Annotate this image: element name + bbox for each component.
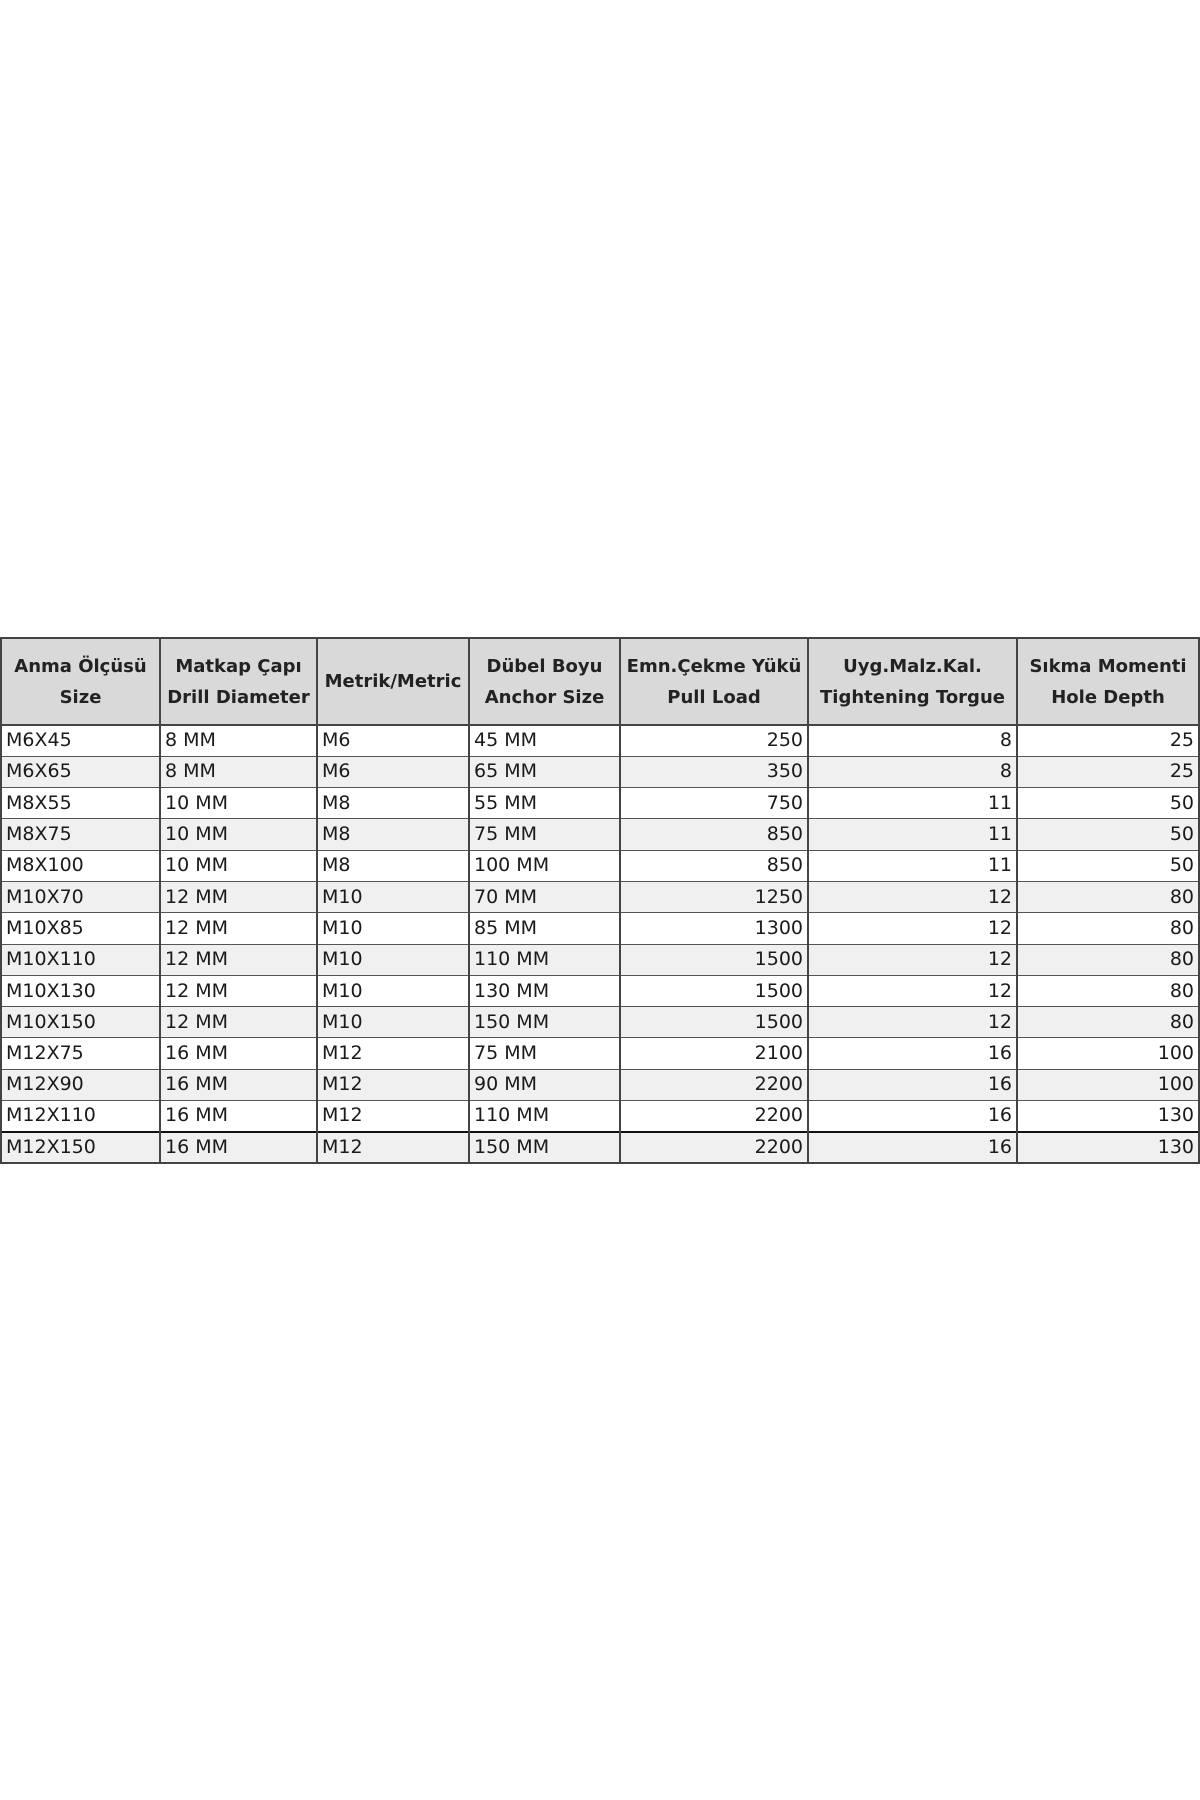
- column-header-metric: [317, 638, 469, 725]
- cell-pull-load: 2200: [620, 1069, 808, 1100]
- column-header-line2: Drill Diameter: [167, 686, 310, 708]
- cell-drill-diameter: 16 MM: [160, 1101, 317, 1132]
- column-header-line1: Emn.Çekme Yükü: [626, 655, 802, 677]
- cell-pull-load: 350: [620, 756, 808, 787]
- cell-size: M12X110: [1, 1101, 160, 1132]
- anchor-spec-table-container: [0, 637, 1198, 1164]
- cell-drill-diameter: 12 MM: [160, 881, 317, 912]
- cell-drill-diameter: 10 MM: [160, 819, 317, 850]
- table-row: [1, 1069, 1199, 1100]
- cell-tightening-torque: 16: [808, 1101, 1017, 1132]
- column-header-drill-diameter: [160, 638, 317, 725]
- table-row: [1, 1007, 1199, 1038]
- cell-hole-depth: 80: [1017, 913, 1199, 944]
- column-header-line1: Anma Ölçüsü: [14, 655, 147, 677]
- anchor-spec-table: [0, 637, 1200, 1164]
- cell-pull-load: 850: [620, 850, 808, 881]
- cell-metric: M10: [317, 975, 469, 1006]
- column-header-line2: Tightening Torgue: [820, 686, 1005, 708]
- cell-hole-depth: 100: [1017, 1038, 1199, 1069]
- cell-size: M10X85: [1, 913, 160, 944]
- cell-tightening-torque: 12: [808, 944, 1017, 975]
- cell-drill-diameter: 12 MM: [160, 1007, 317, 1038]
- cell-pull-load: 1500: [620, 1007, 808, 1038]
- cell-anchor-size: 75 MM: [469, 819, 620, 850]
- table-row: [1, 725, 1199, 756]
- cell-metric: M8: [317, 819, 469, 850]
- cell-metric: M6: [317, 725, 469, 756]
- cell-hole-depth: 80: [1017, 1007, 1199, 1038]
- table-row: [1, 913, 1199, 944]
- cell-anchor-size: 150 MM: [469, 1007, 620, 1038]
- cell-pull-load: 750: [620, 788, 808, 819]
- cell-anchor-size: 65 MM: [469, 756, 620, 787]
- cell-drill-diameter: 12 MM: [160, 913, 317, 944]
- cell-size: M12X90: [1, 1069, 160, 1100]
- cell-hole-depth: 50: [1017, 788, 1199, 819]
- column-header-anchor-size: [469, 638, 620, 725]
- cell-pull-load: 1300: [620, 913, 808, 944]
- cell-hole-depth: 80: [1017, 975, 1199, 1006]
- cell-drill-diameter: 12 MM: [160, 975, 317, 1006]
- header-row: [1, 638, 1199, 725]
- cell-hole-depth: 130: [1017, 1101, 1199, 1132]
- cell-tightening-torque: 11: [808, 850, 1017, 881]
- table-row: [1, 756, 1199, 787]
- cell-pull-load: 2200: [620, 1132, 808, 1163]
- cell-tightening-torque: 12: [808, 913, 1017, 944]
- table-body: [1, 725, 1199, 1163]
- cell-metric: M10: [317, 913, 469, 944]
- cell-size: M12X150: [1, 1132, 160, 1163]
- cell-anchor-size: 70 MM: [469, 881, 620, 912]
- cell-hole-depth: 130: [1017, 1132, 1199, 1163]
- cell-metric: M12: [317, 1132, 469, 1163]
- cell-pull-load: 2200: [620, 1101, 808, 1132]
- column-header-line2: Anchor Size: [484, 686, 605, 708]
- cell-hole-depth: 25: [1017, 725, 1199, 756]
- cell-drill-diameter: 16 MM: [160, 1038, 317, 1069]
- cell-anchor-size: 55 MM: [469, 788, 620, 819]
- column-header-line1: Uyg.Malz.Kal.: [843, 655, 982, 677]
- cell-size: M12X75: [1, 1038, 160, 1069]
- cell-metric: M12: [317, 1038, 469, 1069]
- cell-metric: M12: [317, 1101, 469, 1132]
- cell-tightening-torque: 16: [808, 1132, 1017, 1163]
- cell-anchor-size: 75 MM: [469, 1038, 620, 1069]
- cell-size: M6X45: [1, 725, 160, 756]
- cell-tightening-torque: 12: [808, 881, 1017, 912]
- column-header-pull-load: [620, 638, 808, 725]
- table-header: [1, 638, 1199, 725]
- table-row: [1, 975, 1199, 1006]
- cell-metric: M6: [317, 756, 469, 787]
- cell-anchor-size: 110 MM: [469, 944, 620, 975]
- cell-tightening-torque: 12: [808, 975, 1017, 1006]
- cell-drill-diameter: 8 MM: [160, 725, 317, 756]
- cell-tightening-torque: 16: [808, 1069, 1017, 1100]
- table-row: [1, 819, 1199, 850]
- cell-anchor-size: 85 MM: [469, 913, 620, 944]
- column-header-hole-depth: [1017, 638, 1199, 725]
- cell-anchor-size: 130 MM: [469, 975, 620, 1006]
- column-header-line1: Sıkma Momenti: [1029, 655, 1187, 677]
- cell-drill-diameter: 8 MM: [160, 756, 317, 787]
- table-row: [1, 944, 1199, 975]
- table-row: [1, 788, 1199, 819]
- column-header-tightening-torque: [808, 638, 1017, 725]
- cell-tightening-torque: 8: [808, 725, 1017, 756]
- column-header-line2: Pull Load: [667, 686, 761, 708]
- cell-tightening-torque: 16: [808, 1038, 1017, 1069]
- cell-size: M8X100: [1, 850, 160, 881]
- cell-pull-load: 250: [620, 725, 808, 756]
- cell-pull-load: 1250: [620, 881, 808, 912]
- cell-size: M10X150: [1, 1007, 160, 1038]
- cell-pull-load: 1500: [620, 975, 808, 1006]
- cell-drill-diameter: 12 MM: [160, 944, 317, 975]
- cell-tightening-torque: 12: [808, 1007, 1017, 1038]
- cell-tightening-torque: 8: [808, 756, 1017, 787]
- cell-drill-diameter: 16 MM: [160, 1069, 317, 1100]
- cell-size: M8X55: [1, 788, 160, 819]
- cell-metric: M10: [317, 1007, 469, 1038]
- table-row: [1, 1101, 1199, 1132]
- cell-hole-depth: 100: [1017, 1069, 1199, 1100]
- cell-size: M6X65: [1, 756, 160, 787]
- cell-size: M8X75: [1, 819, 160, 850]
- cell-drill-diameter: 16 MM: [160, 1132, 317, 1163]
- cell-size: M10X70: [1, 881, 160, 912]
- column-header-line1: Metrik/Metric: [324, 671, 462, 692]
- cell-drill-diameter: 10 MM: [160, 788, 317, 819]
- cell-metric: M12: [317, 1069, 469, 1100]
- column-header-line2: Hole Depth: [1051, 686, 1165, 708]
- cell-metric: M8: [317, 850, 469, 881]
- cell-hole-depth: 50: [1017, 850, 1199, 881]
- cell-metric: M10: [317, 944, 469, 975]
- cell-hole-depth: 80: [1017, 944, 1199, 975]
- cell-anchor-size: 45 MM: [469, 725, 620, 756]
- cell-metric: M8: [317, 788, 469, 819]
- cell-anchor-size: 150 MM: [469, 1132, 620, 1163]
- cell-metric: M10: [317, 881, 469, 912]
- cell-hole-depth: 80: [1017, 881, 1199, 912]
- cell-size: M10X130: [1, 975, 160, 1006]
- cell-hole-depth: 25: [1017, 756, 1199, 787]
- cell-pull-load: 2100: [620, 1038, 808, 1069]
- cell-anchor-size: 110 MM: [469, 1101, 620, 1132]
- column-header-line1: Dübel Boyu: [486, 655, 603, 677]
- cell-pull-load: 850: [620, 819, 808, 850]
- cell-tightening-torque: 11: [808, 819, 1017, 850]
- cell-anchor-size: 100 MM: [469, 850, 620, 881]
- table-row: [1, 881, 1199, 912]
- cell-pull-load: 1500: [620, 944, 808, 975]
- table-row: [1, 850, 1199, 881]
- table-row: [1, 1038, 1199, 1069]
- cell-hole-depth: 50: [1017, 819, 1199, 850]
- column-header-line1: Matkap Çapı: [175, 655, 302, 677]
- column-header-line2: Size: [59, 686, 102, 708]
- column-header-size: [1, 638, 160, 725]
- cell-drill-diameter: 10 MM: [160, 850, 317, 881]
- cell-tightening-torque: 11: [808, 788, 1017, 819]
- table-row: [1, 1132, 1199, 1163]
- cell-anchor-size: 90 MM: [469, 1069, 620, 1100]
- cell-size: M10X110: [1, 944, 160, 975]
